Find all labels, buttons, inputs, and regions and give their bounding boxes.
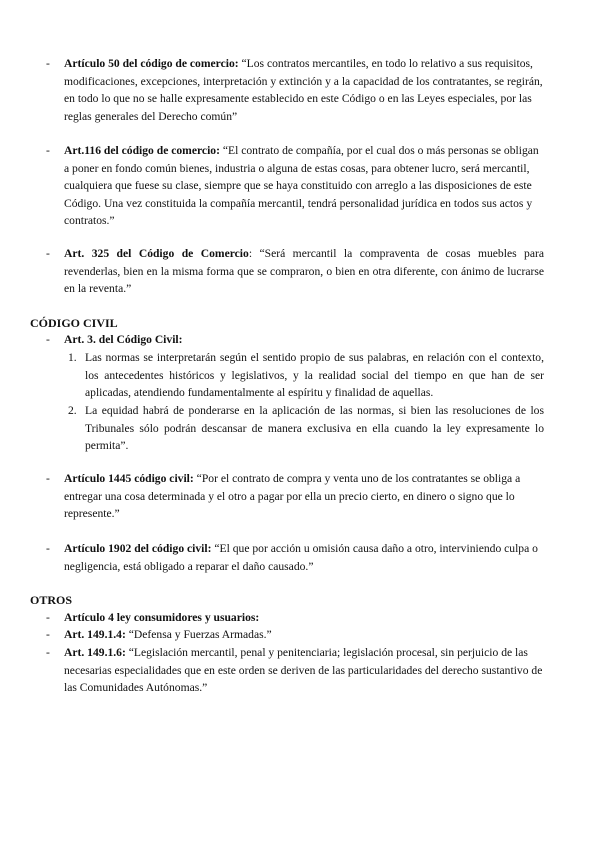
article-title: Art. 149.1.6: [64,646,126,659]
article-3-point-1 [68,349,544,402]
article-1902-item [46,540,544,575]
article-title: Art. 325 del Código de Comercio [64,247,249,260]
article-text: “Defensa y Fuerzas Armadas.” [125,628,272,641]
article-title: Art.116 del código de comercio: [64,144,220,157]
article-text: “Por el contrato de compra y venta uno de los contratantes se obliga a entregar una cosa determinada y el otro a pagar por ella un precio cierto, en dinero o signo que lo represente.” [64,472,521,521]
point-number: 2. [68,404,77,417]
article-title: Artículo 4 ley consumidores y usuarios: [64,611,260,624]
article-3-point-2 [68,402,544,455]
article-title: Artículo 1445 código civil: [64,472,194,485]
list-bullet: - [46,628,50,641]
article-3-item [46,331,544,349]
list-bullet: - [46,144,50,157]
otros-item-art4 [46,609,544,627]
otros-item-149-1-4 [46,626,544,644]
point-text: Las normas se interpretarán según el sentido propio de sus palabras, en relación con el contexto, los antecedentes históricos y legislativos, y la realidad social del tiempo en que han de ser aplicadas, atendiendo fundamentalmente al espíritu y finalidad de aquellas. [85,351,544,400]
article-text: : “Será mercantil la compraventa de cosas muebles para revenderlas, bien en la misma forma que se compraron, o bien en otra diferente, con ánimo de lucrarse en la reventa.” [64,247,544,296]
article-50-item [46,55,544,125]
list-bullet: - [46,611,50,624]
article-text: “Legislación mercantil, penal y penitenciaria; legislación procesal, sin perjuicio de las necesarias especialidades que en este orden se deriven de las particularidades del derecho sustantivo de las Comunidades Autónomas.” [64,646,543,695]
list-bullet: - [46,472,50,485]
point-text: La equidad habrá de ponderarse en la aplicación de las normas, si bien las resoluciones de los Tribunales sólo podrán descansar de manera exclusiva en ella cuando la ley expresamente lo permita”. [85,404,544,453]
section-heading-otros: OTROS [30,593,73,607]
list-bullet: - [46,57,50,70]
article-title: Art. 149.1.4: [64,628,126,641]
point-number: 1. [68,351,77,364]
article-116-item [46,142,544,230]
article-title: Artículo 1902 del código civil: [64,542,212,555]
article-325-item [46,245,544,298]
article-title: Artículo 50 del código de comercio: [64,57,239,70]
article-text: “El que por acción u omisión causa daño a otro, interviniendo culpa o negligencia, está obligado a reparar el daño causado.” [64,542,538,573]
article-1445-item [46,470,544,523]
otros-item-149-1-6 [46,644,544,697]
article-text: “El contrato de compañía, por el cual dos o más personas se obligan a poner en fondo común bienes, industria o alguna de estas cosas, para obtener lucro, será mercantil, cualquiera que fuese su clase, siempre que se haya constituido con arreglo a las disposiciones de este Código. Una vez constituida la compañía mercantil, tendrá personalidad jurídica en todos sus actos y contratos.” [64,144,539,228]
list-bullet: - [46,247,50,260]
section-heading-codigo-civil: CÓDIGO CIVIL [30,316,118,330]
list-bullet: - [46,542,50,555]
list-bullet: - [46,646,50,659]
article-title: Art. 3. del Código Civil: [64,333,183,346]
list-bullet: - [46,333,50,346]
article-text: “Los contratos mercantiles, en todo lo relativo a sus requisitos, modificaciones, excepciones, interpretación y extinción y a la capacidad de los contratantes, se regirán, en todo lo que no se halle expresamente establecido en este Código o en las Leyes especiales, por las reglas generales del Derecho común” [64,57,543,123]
